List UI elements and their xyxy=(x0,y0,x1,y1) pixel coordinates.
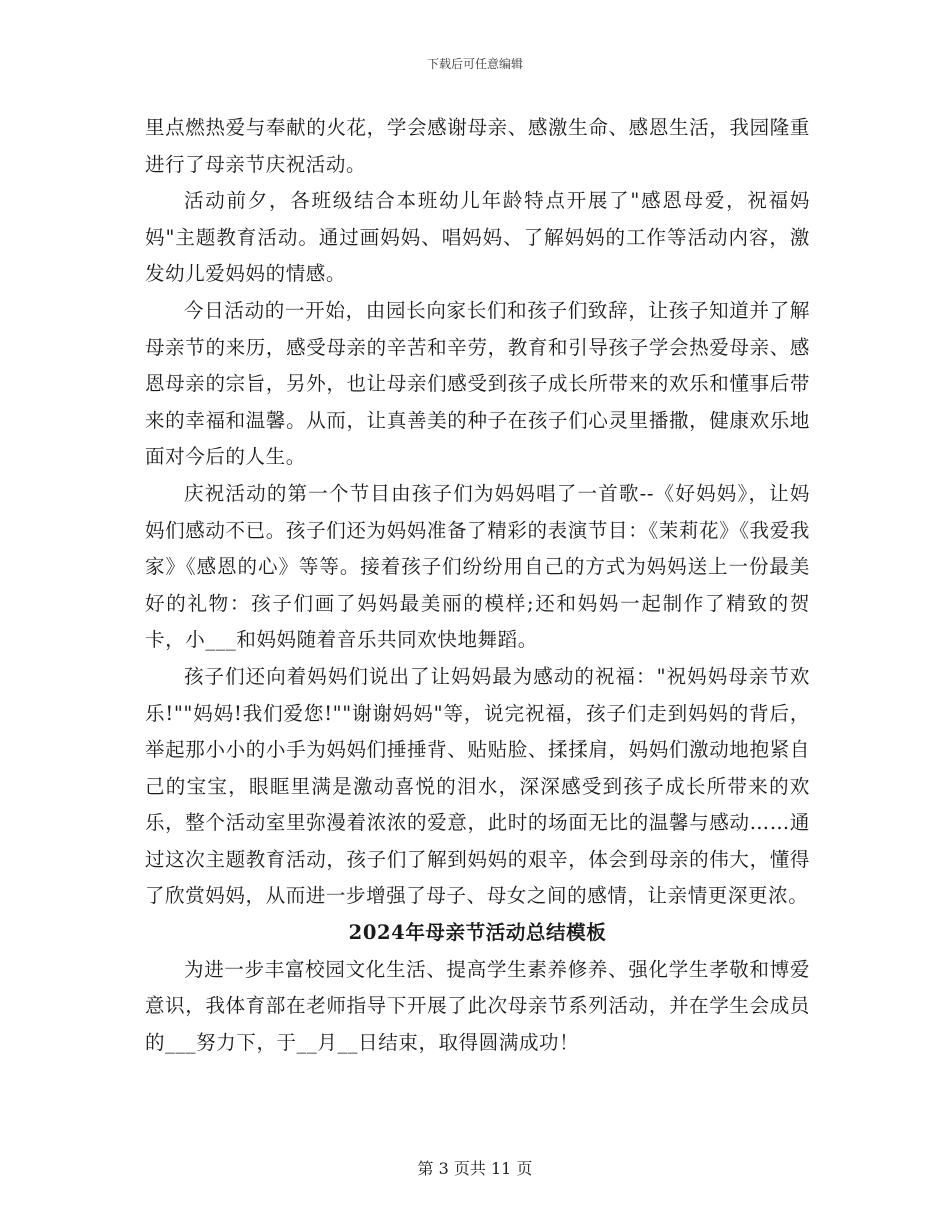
paragraph-continuation: 里点燃热爱与奉献的火花，学会感谢母亲、感激生命、感恩生活，我园隆重进行了母亲节庆祝活动。 xyxy=(145,116,810,176)
page-header-note: 下载后可任意编辑 xyxy=(426,57,523,71)
paragraph-preparation: 活动前夕，各班级结合本班幼儿年龄特点开展了"感恩母爱，祝福妈妈"主题教育活动。通过画妈妈、唱妈妈、了解妈妈的工作等活动内容，激发幼儿爱妈妈的情感。 xyxy=(145,189,810,286)
section-intro-paragraph: 为进一步丰富校园文化生活、提高学生素养修养、强化学生孝敬和博爱意识，我体育部在老师指导下开展了此次母亲节系列活动，并在学生会成员的___努力下，于__月__日结束，取得圆满成功！ xyxy=(145,957,810,1054)
page-number: 第 3 页共 11 页 xyxy=(417,1159,533,1178)
paragraph-performance: 庆祝活动的第一个节目由孩子们为妈妈唱了一首歌--《好妈妈》，让妈妈们感动不已。孩子们还为妈妈准备了精彩的表演节目：《茉莉花》《我爱我家》《感恩的心》等等。接着孩子们纷纷用自己的方式为妈妈送上一份最美好的礼物：孩子们画了妈妈最美丽的模样;还和妈妈一起制作了精致的贺卡，小___和妈妈随着音乐共同欢快地舞蹈。 xyxy=(145,481,810,652)
paragraph-opening: 今日活动的一开始，由园长向家长们和孩子们致辞，让孩子知道并了解母亲节的来历，感受母亲的辛苦和辛劳，教育和引导孩子学会热爱母亲、感恩母亲的宗旨，另外，也让母亲们感受到孩子成长所带来的欢乐和懂事后带来的幸福和温馨。从而，让真善美的种子在孩子们心灵里播撒，健康欢乐地面对今后的人生。 xyxy=(145,298,810,469)
document-body xyxy=(145,110,810,1061)
section-title: 2024年母亲节活动总结模板 xyxy=(348,921,607,945)
paragraph-blessings: 孩子们还向着妈妈们说出了让妈妈最为感动的祝福："祝妈妈母亲节欢乐!""妈妈!我们爱您!""谢谢妈妈"等，说完祝福，孩子们走到妈妈的背后，举起那小小的小手为妈妈们捶捶背、贴贴脸、揉揉肩，妈妈们激动地抱紧自己的宝宝，眼眶里满是激动喜悦的泪水，深深感受到孩子成长所带来的欢乐，整个活动室里弥漫着浓浓的爱意，此时的场面无比的温馨与感动……通过这次主题教育活动，孩子们了解到妈妈的艰辛，体会到母亲的伟大，懂得了欣赏妈妈，从而进一步增强了母子、母女之间的感情，让亲情更深更浓。 xyxy=(145,664,810,908)
